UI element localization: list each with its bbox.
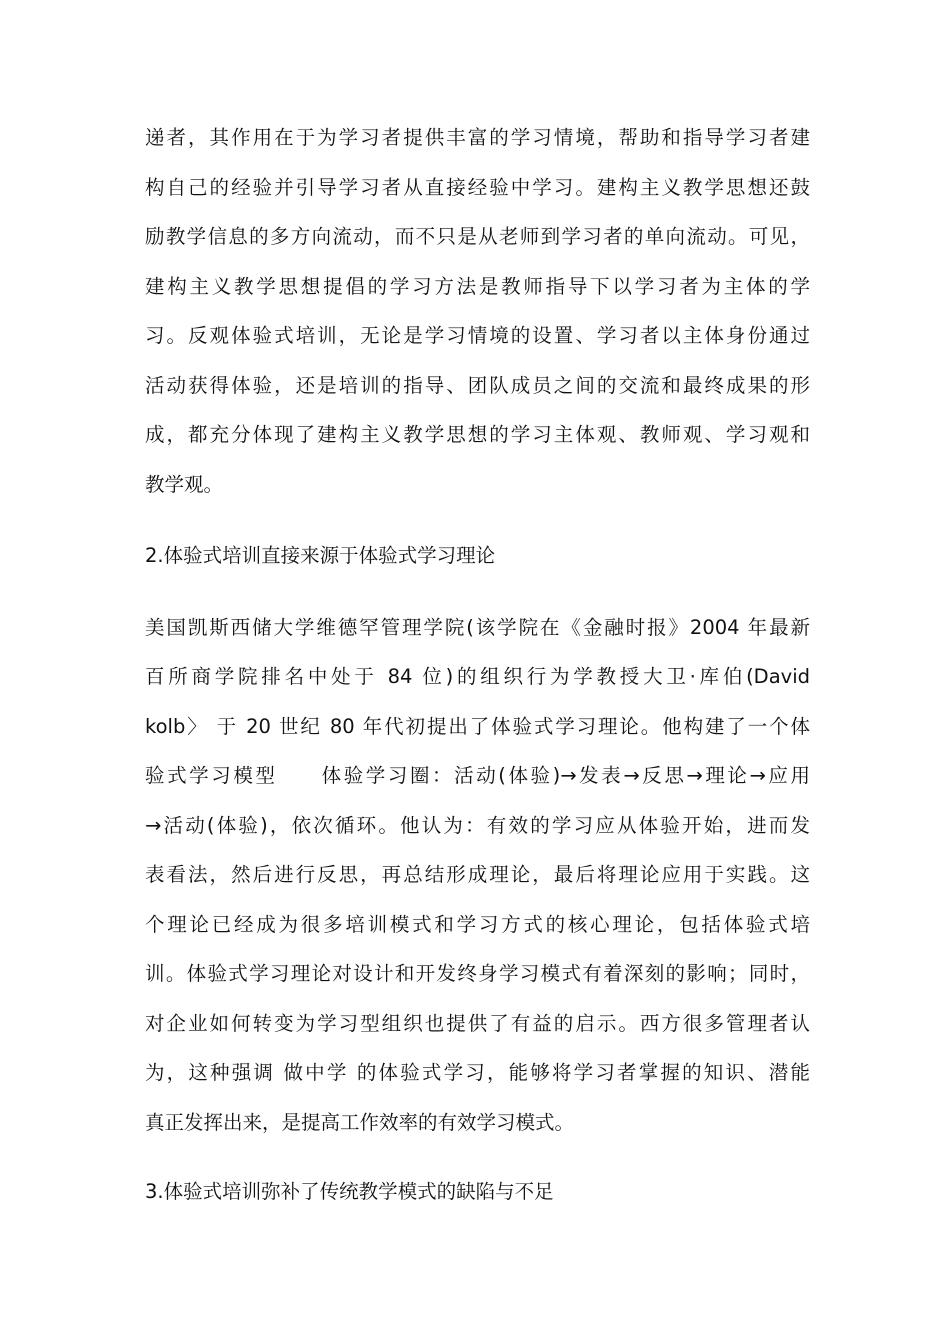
text-line: 励教学信息的多方向流动，而不只是从老师到学习者的单向流动。可见， xyxy=(145,225,810,248)
text-line: 建构主义教学思想提倡的学习方法是教师指导下以学习者为主体的学 xyxy=(145,274,810,298)
text-line: 活动获得体验，还是培训的指导、团队成员之间的交流和最终成果的形 xyxy=(145,373,810,397)
text-line: 成，都充分体现了建构主义教学思想的学习主体观、教师观、学习观和 xyxy=(145,423,810,446)
text-line: 递者，其作用在于为学习者提供丰富的学习情境，帮助和指导学习者建 xyxy=(145,126,810,149)
text-line: 训。体验式学习理论对设计和开发终身学习模式有着深刻的影响；同时， xyxy=(145,962,810,985)
text-line: 真正发挥出来，是提高工作效率的有效学习模式。 xyxy=(145,1110,575,1134)
text-line: 教学观。 xyxy=(145,472,224,496)
text-line: 美国凯斯西储大学维德罕管理学院(该学院在《金融时报》2004 年最新 xyxy=(145,615,810,639)
text-line: 个理论已经成为很多培训模式和学习方式的核心理论，包括体验式培 xyxy=(145,912,810,936)
text-line: 验式学习模型 体验学习圈：活动(体验)→发表→反思→理论→应用 xyxy=(145,764,810,787)
text-line: 为，这种强调 做中学 的体验式学习，能够将学习者掌握的知识、潜能 xyxy=(145,1061,810,1084)
text-line: →活动(体验)，依次循环。他认为：有效的学习应从体验开始，进而发 xyxy=(145,813,810,837)
text-line: 对企业如何转变为学习型组织也提供了有益的启示。西方很多管理者认 xyxy=(145,1011,810,1035)
section-heading-3: 3.体验式培训弥补了传统教学模式的缺陷与不足 xyxy=(145,1180,554,1203)
text-line: kolb〉 于 20 世纪 80 年代初提出了体验式学习理论。他构建了一个体 xyxy=(145,714,810,738)
section-heading-2: 2.体验式培训直接来源于体验式学习理论 xyxy=(145,544,496,567)
text-line: 表看法，然后进行反思，再总结形成理论，最后将理论应用于实践。这 xyxy=(145,863,810,886)
text-line: 习。反观体验式培训，无论是学习情境的设置、学习者以主体身份通过 xyxy=(145,324,810,347)
paragraph-experiential-learning xyxy=(145,603,810,1148)
document-body xyxy=(145,113,810,1217)
text-line: 构自己的经验并引导学习者从直接经验中学习。建构主义教学思想还鼓 xyxy=(145,175,810,199)
text-line: 百所商学院排名中处于 84 位)的组织行为学教授大卫·库伯(David xyxy=(145,665,810,688)
paragraph-constructivism xyxy=(145,113,810,509)
